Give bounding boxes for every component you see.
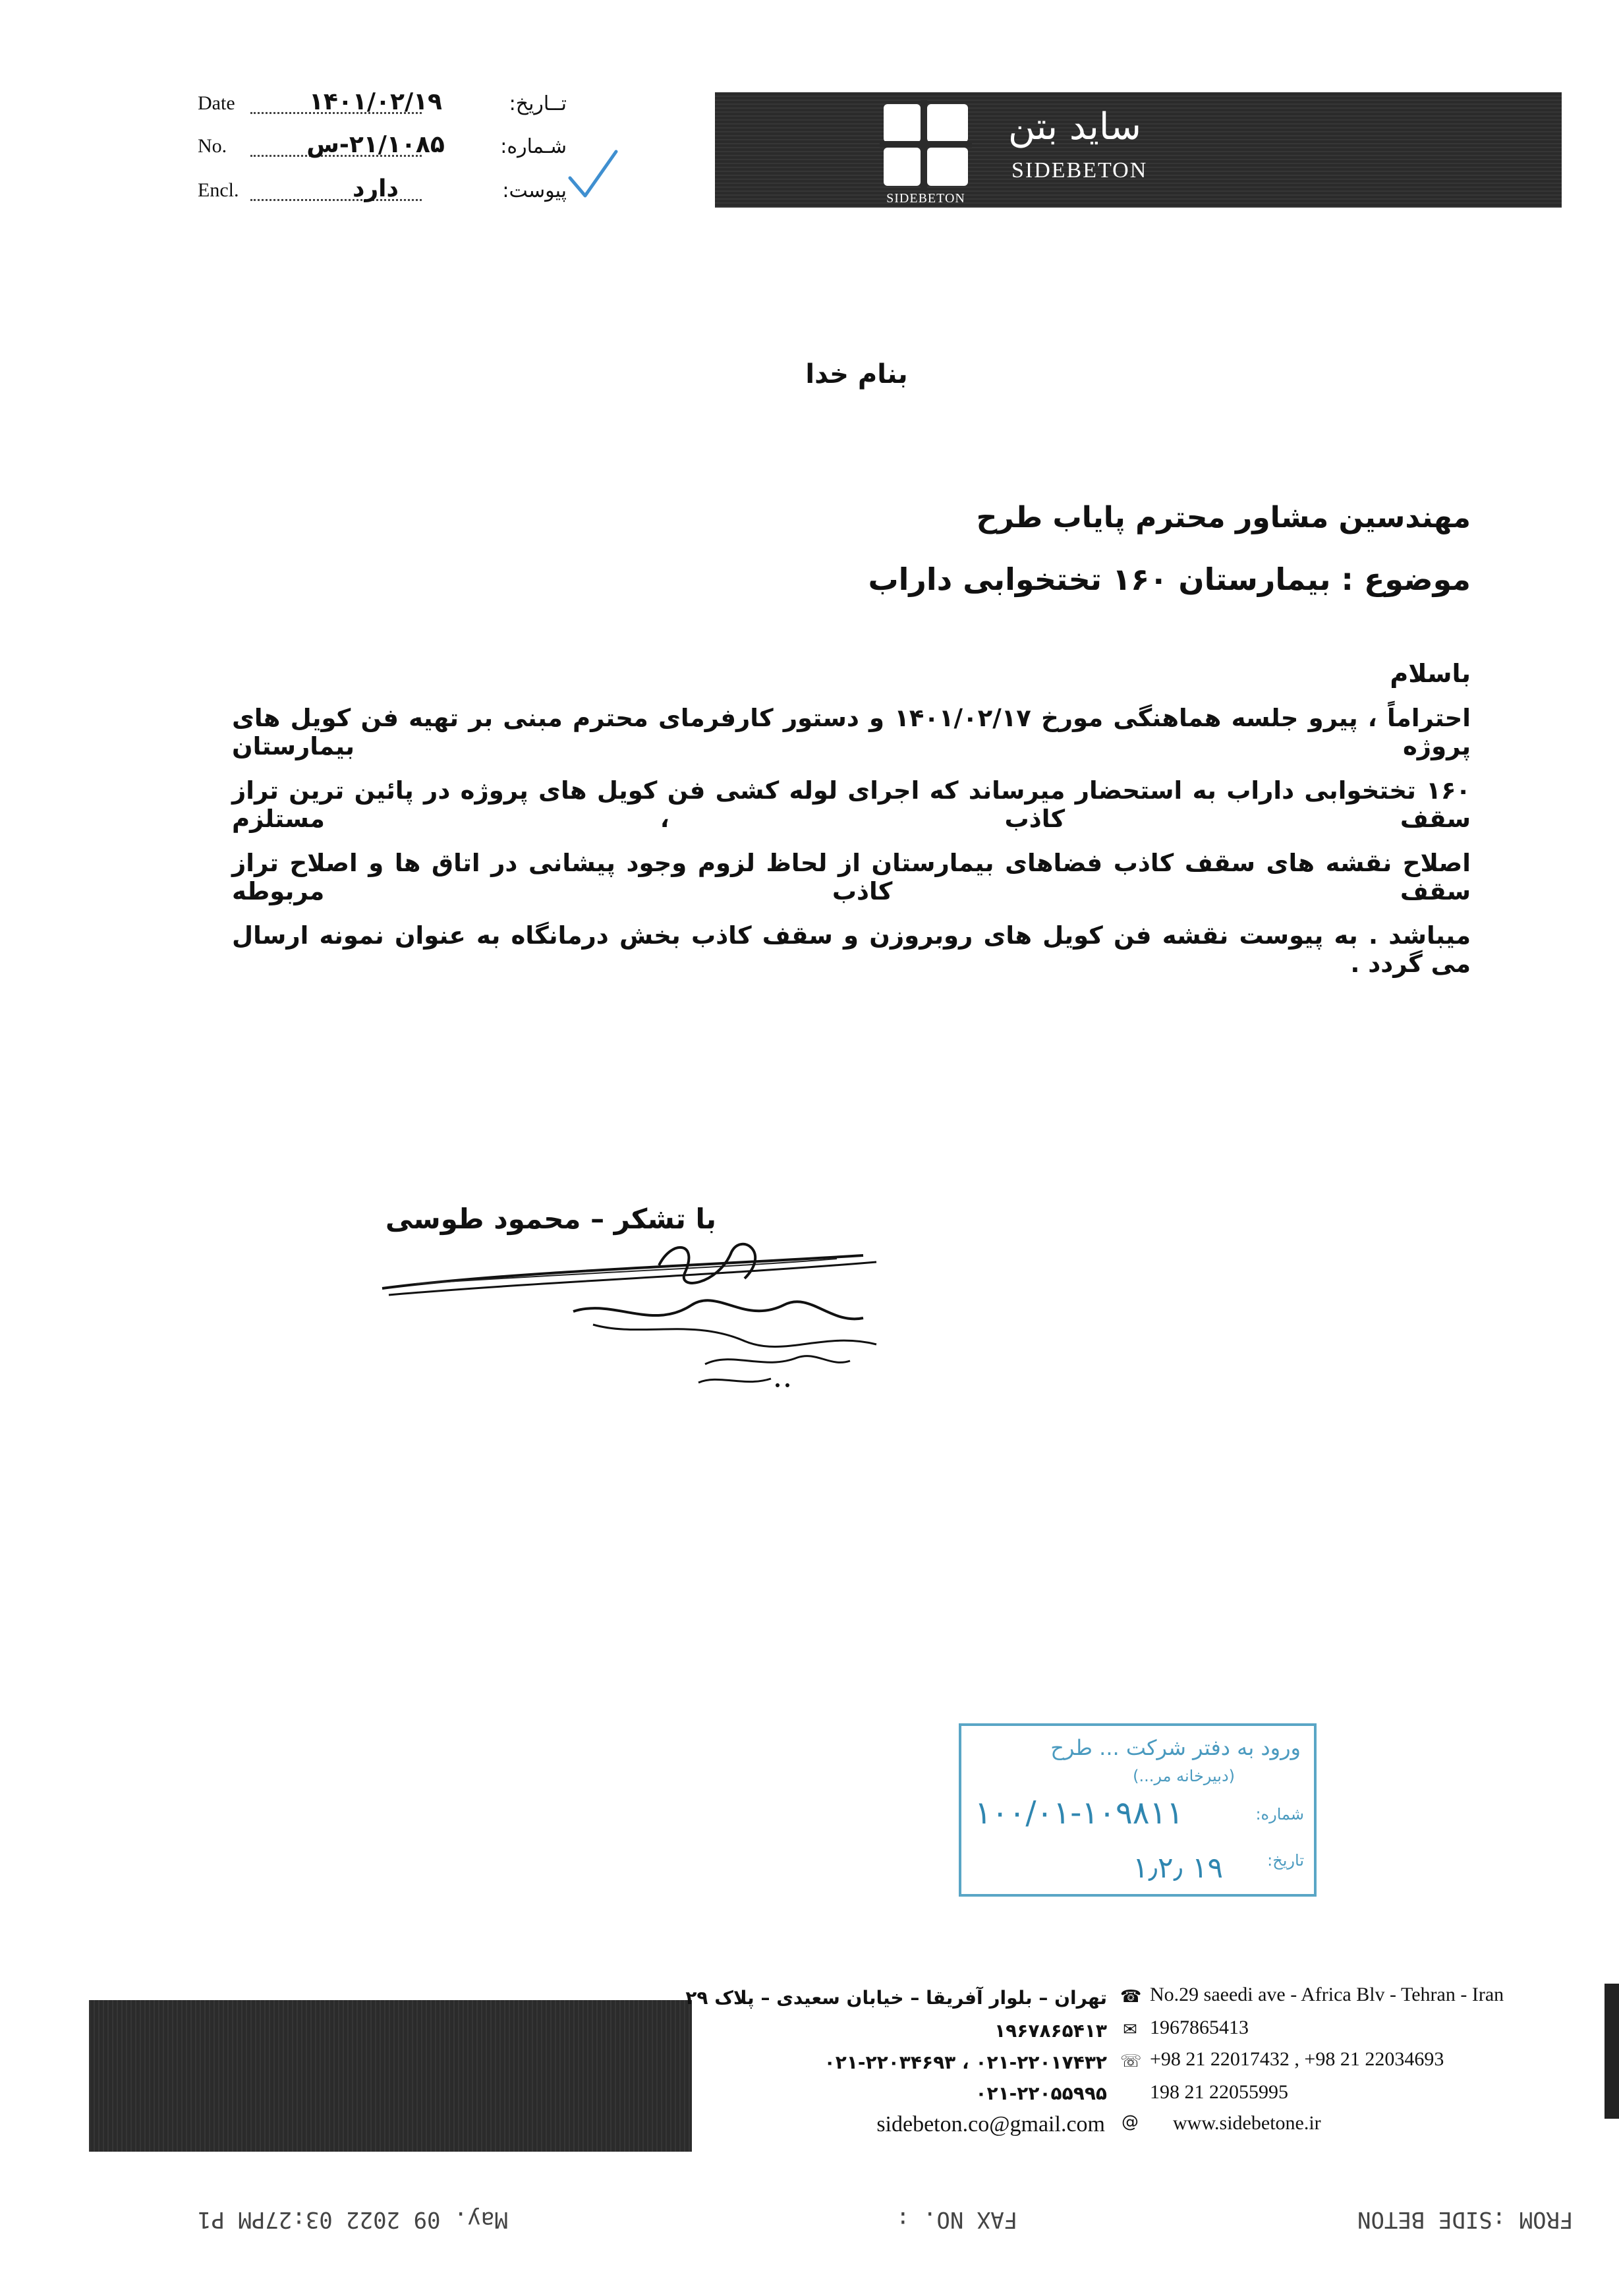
- body-line-3: اصلاح نقشه های سقف کاذب فضاهای بیمارستان از لحاظ لزوم وجود پیشانی در اتاق ها و اصلاح تراز سقف کاذب مربوطه: [232, 849, 1471, 905]
- footer-postal-en: 1967865413: [1150, 2017, 1249, 2038]
- footer-postal-fa: ۱۹۶۷۸۶۵۴۱۳: [994, 2020, 1107, 2042]
- closing-line: با تشکر – محمود طوسی: [385, 1203, 716, 1235]
- company-name-en: SIDEBETON: [1011, 158, 1148, 183]
- date-label-en: Date: [198, 92, 235, 114]
- stamp-line-1: ورود به دفتر شرکت ... طرح: [1050, 1735, 1301, 1760]
- stamp-number-label: شماره:: [1255, 1805, 1304, 1823]
- stamp-date-label: تاریخ:: [1267, 1851, 1304, 1870]
- date-value: ۱۴۰۱/۰۲/۱۹: [308, 88, 443, 115]
- received-stamp: [959, 1723, 1317, 1897]
- stamp-line-2: (دبیرخانه مر...): [1133, 1767, 1235, 1785]
- date-row: [198, 88, 567, 132]
- postal-icon: ✉: [1123, 2020, 1137, 2040]
- footer-address-fa: تهران – بلوار آفریقا – خیابان سعیدی – پلاک ۲۹: [685, 1987, 1107, 2009]
- signature-scribble: [376, 1226, 903, 1410]
- enclosure-row: [198, 175, 567, 219]
- body-line-4: میباشد . به پیوست نقشه فن کویل های روبروزن و سقف کاذب بخش درمانگاه به عنوان نمونه ارسال می گردد .: [232, 921, 1471, 978]
- footer-address-en: No.29 saeedi ave - Africa Blv - Tehran - Iran: [1150, 1984, 1504, 2005]
- fax-from: FROM :SIDE BETON: [1357, 2206, 1574, 2233]
- enclosure-value: دارد: [352, 175, 399, 202]
- subject-line: موضوع : بیمارستان ۱۶۰ تختخوابی داراب: [868, 561, 1471, 597]
- number-value: ۲۱/۱۰۸۵-س: [306, 131, 445, 158]
- enclosure-label-en: Encl.: [198, 179, 239, 201]
- enclosure-label-fa: پیوست:: [502, 179, 567, 202]
- checkmark-icon: [567, 148, 619, 201]
- footer-website: www.sidebetone.ir: [1173, 2112, 1321, 2134]
- body-line-1: احتراماً ، پیرو جلسه هماهنگی مورخ ۱۴۰۱/۰۲/۱۷ و دستور کارفرمای محترم مبنی بر تهیه فن کویل های پروژه بیمارستان: [232, 704, 1471, 761]
- sidebeton-logo-icon: [880, 100, 972, 191]
- addressee-line: مهندسین مشاور محترم پایاب طرح: [976, 501, 1471, 534]
- web-icon: @: [1122, 2112, 1139, 2132]
- body-line-2: ۱۶۰ تختخوابی داراب به استحضار میرساند که اجرای لوله کشی فن کویل های پروژه در پائین ترین تراز سقف کاذب ، مستلزم: [232, 776, 1471, 833]
- footer-email: sidebeton.co@gmail.com: [876, 2112, 1105, 2137]
- footer-phones-en: +98 21 22017432 , +98 21 22034693: [1150, 2048, 1444, 2070]
- footer-dark-bar: [89, 2000, 692, 2152]
- number-label-fa: شـماره:: [500, 135, 567, 158]
- footer-fax-fa: ۰۲۱-۲۲۰۵۵۹۹۵: [975, 2082, 1107, 2104]
- fax-number: FAX NO. :: [896, 2206, 1018, 2233]
- salutation: باسلام: [1390, 659, 1471, 688]
- page-edge-mark: [1605, 1984, 1619, 2119]
- number-row: [198, 131, 567, 175]
- bismillah-heading: بنام خدا: [805, 359, 908, 389]
- phone-icon: ☏: [1120, 2052, 1142, 2071]
- stamp-date-value: ۱٫۲٫ ۱۹: [1133, 1851, 1224, 1885]
- company-name-fa: ساید بتن: [1008, 105, 1141, 148]
- stamp-number-value: ۱۰۰/۰۱-۱۰۹۸۱۱: [975, 1794, 1184, 1831]
- address-icon: ☎: [1120, 1987, 1142, 2007]
- logo-caption: SIDEBETON: [886, 191, 965, 206]
- footer-phones-fa: ۰۲۱-۲۲۰۱۷۴۳۲ ، ۰۲۱-۲۲۰۳۴۶۹۳: [824, 2052, 1107, 2073]
- number-label-en: No.: [198, 135, 227, 157]
- fax-datetime: May. 09 2022 03:27PM P1: [198, 2206, 508, 2233]
- footer-fax-en: 198 21 22055995: [1150, 2081, 1288, 2103]
- date-label-fa: تــاریخ:: [509, 92, 567, 115]
